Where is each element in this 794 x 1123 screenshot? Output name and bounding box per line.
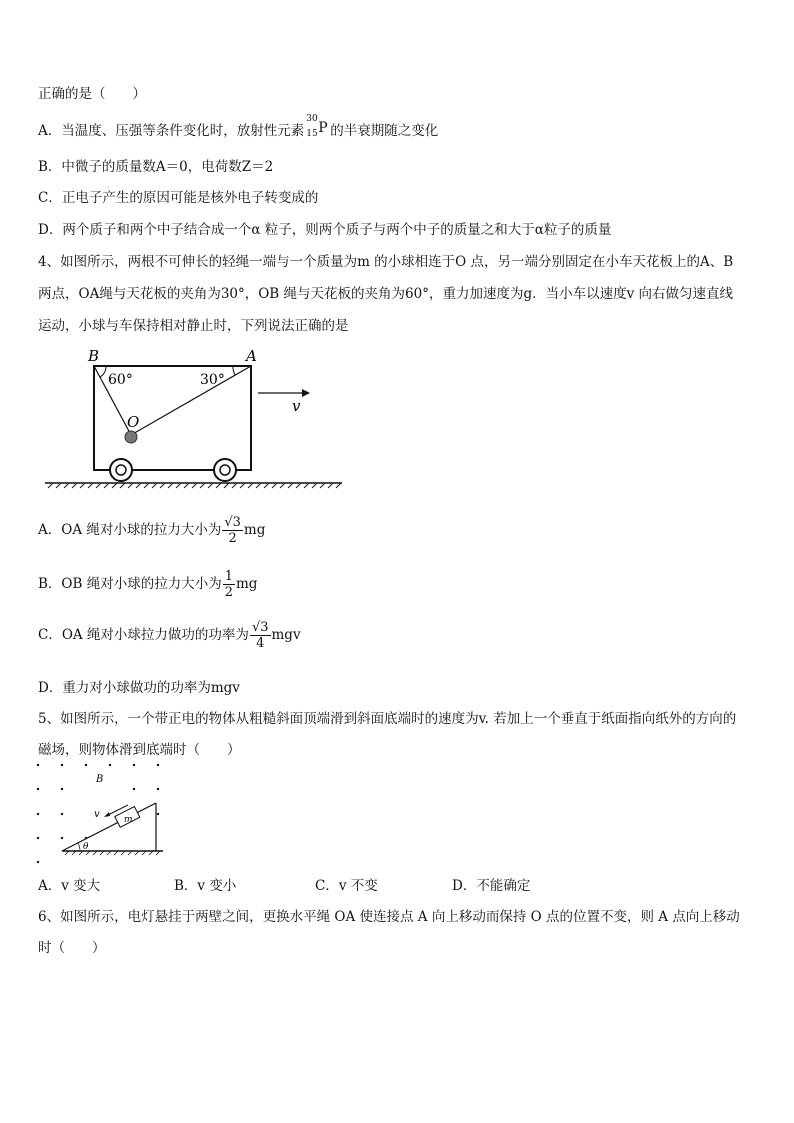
incline-slope: [62, 803, 156, 851]
q4-cart-figure: [40, 345, 360, 495]
q4-option-c-text: C．OA 绳对小球拉力做功的功率为: [38, 627, 249, 643]
angle-arc: [78, 843, 80, 851]
q3-option-a-text: A．当温度、压强等条件变化时，放射性元素: [38, 123, 305, 139]
q5-option-a[interactable]: A．v 变大: [38, 878, 101, 894]
element-symbol: P: [318, 120, 328, 136]
label-b: B: [96, 774, 104, 785]
numerator: √3: [251, 620, 269, 635]
wheel-right: [214, 459, 236, 481]
q4-stem-line2: 两点，OA绳与天花板的夹角为30°，OB 绳与天花板的夹角为60°，重力加速度为g．当小车以速度v 向右做匀速直线: [38, 286, 734, 302]
q3-option-a[interactable]: [38, 114, 439, 139]
q3-option-d[interactable]: D．两个质子和两个中子结合成一个α 粒子，则两个质子与两个中子的质量之和大于α粒子的质量: [38, 222, 612, 238]
atomic-number: 15: [306, 129, 318, 139]
q5-option-d[interactable]: D．不能确定: [452, 878, 531, 894]
q4-option-a-unit: mg: [243, 522, 266, 538]
label-v: v: [292, 397, 301, 415]
label-o: O: [127, 413, 140, 431]
fraction-1-over-2: [223, 569, 235, 600]
label-v: v: [94, 809, 100, 820]
denominator: 4: [256, 636, 265, 651]
q5-option-c[interactable]: C．v 不变: [315, 878, 378, 894]
q3-option-c[interactable]: C．正电子产生的原因可能是核外电子转变成的: [38, 190, 319, 206]
numerator: 1: [224, 569, 233, 584]
q4-stem-line1: 4、如图所示，两根不可伸长的轻绳一端与一个质量为m 的小球相连于O 点，另一端分别固定在小车天花板上的A、B: [38, 254, 734, 270]
denominator: 2: [228, 531, 237, 546]
label-angle-a: 30°: [200, 372, 225, 388]
fraction-sqrt3-over-4: [250, 620, 271, 651]
label-a: A: [246, 347, 257, 365]
q3-option-b[interactable]: B．中微子的质量数A＝0，电荷数Z＝2: [38, 159, 274, 175]
q4-option-a[interactable]: [38, 515, 265, 546]
numerator: √3: [224, 515, 241, 530]
q6-stem-line2: 时（ ）: [38, 940, 106, 956]
q5-option-b[interactable]: B．v 变小: [174, 878, 237, 894]
q5-incline-figure: [30, 758, 180, 868]
nuclide-p30: [304, 114, 330, 139]
q6-stem-line1: 6、如图所示，电灯悬挂于两壁之间，更换水平绳 OA 使连接点 A 向上移动而保持 O 点的位置不变，则 A 点向上移动: [38, 909, 740, 925]
q4-stem-line3: 运动，小球与车保持相对静止时，下列说法正确的是: [38, 318, 349, 334]
q4-option-a-text: A．OA 绳对小球的拉力大小为: [38, 522, 222, 538]
denominator: 2: [224, 585, 233, 600]
label-b: B: [88, 347, 100, 365]
q3-option-a-tail: 的半衰期随之变化: [330, 123, 439, 139]
ball: [125, 431, 137, 443]
mass-number: 30: [306, 114, 318, 124]
angle-arc-a: [233, 366, 235, 375]
q4-option-c-unit: mgv: [271, 627, 301, 643]
q5-stem-line2: 磁场，则物体滑到底端时（ ）: [38, 742, 241, 758]
q3-stem-tail: 正确的是（ ）: [38, 86, 146, 102]
rope-oa: [131, 366, 251, 435]
q5-stem-line1: 5、如图所示，一个带正电的物体从粗糙斜面顶端滑到斜面底端时的速度为v. 若加上一个垂直于纸面指向纸外的方向的: [38, 711, 737, 727]
wheel-left: [110, 459, 132, 481]
q4-option-b-text: B．OB 绳对小球的拉力大小为: [38, 576, 222, 592]
fraction-sqrt3-over-2: [222, 515, 243, 546]
label-m: m: [124, 815, 133, 825]
label-theta: θ: [83, 842, 89, 852]
q4-option-b[interactable]: [38, 569, 257, 600]
q4-option-b-unit: mg: [235, 576, 258, 592]
q4-option-d[interactable]: D．重力对小球做功的功率为mgv: [38, 680, 240, 696]
q4-option-c[interactable]: [38, 620, 301, 651]
angle-arc-b: [100, 366, 106, 377]
label-angle-b: 60°: [108, 372, 133, 388]
